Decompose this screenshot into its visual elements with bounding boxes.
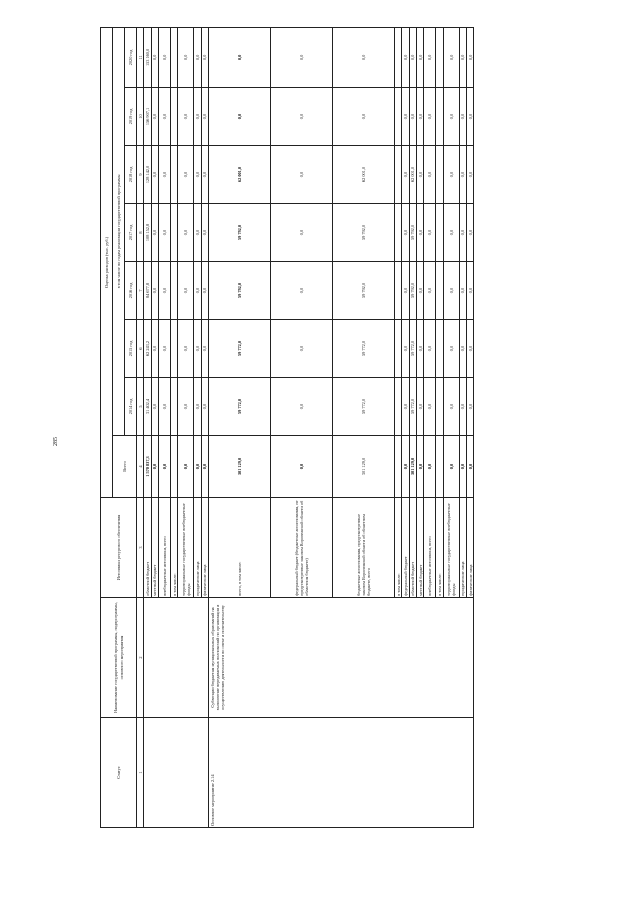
value-cell: 59 792,0 — [409, 262, 416, 320]
value-cell: 0,0 — [443, 262, 459, 320]
column-number: 10 — [137, 88, 144, 146]
value-cell — [436, 88, 443, 146]
value-cell: 0,0 — [467, 27, 474, 87]
source-label: физические лица — [467, 498, 474, 598]
name-cell — [144, 598, 209, 718]
value-cell: 0,0 — [271, 27, 333, 87]
value-cell — [395, 27, 402, 87]
value-cell: 0,0 — [417, 27, 424, 87]
column-number: 7 — [137, 262, 144, 320]
value-cell: 0,0 — [271, 146, 333, 204]
source-label: всего, в том числе: — [209, 498, 271, 598]
name-header: Наименование государственной программы, подпрограммы, основного мероприятия — [101, 598, 137, 718]
value-cell: 0,0 — [443, 436, 459, 498]
value-cell: 0,0 — [467, 436, 474, 498]
value-cell: 59 792,0 — [333, 262, 395, 320]
value-cell: 0,0 — [417, 204, 424, 262]
value-cell: 84 677,8 — [144, 262, 151, 320]
value-cell: 59 792,0 — [333, 204, 395, 262]
value-cell: 0,0 — [151, 27, 158, 87]
value-cell: 0,0 — [459, 262, 466, 320]
value-cell — [395, 378, 402, 436]
value-cell: 0,0 — [417, 88, 424, 146]
value-cell: 0,0 — [443, 146, 459, 204]
value-cell: 0,0 — [459, 378, 466, 436]
value-cell — [171, 88, 178, 146]
source-label: федеральный бюджет (бюджетные ассигнования, не предусмотренные законом Воронежской области об областном бюджете) — [271, 498, 333, 598]
value-cell: 0,0 — [194, 27, 201, 87]
year-header: 2016 год — [125, 262, 137, 320]
value-cell: 156 907,1 — [144, 88, 151, 146]
value-cell: 59 772,0 — [209, 378, 271, 436]
value-cell: 59 772,0 — [333, 320, 395, 378]
value-cell: 0,0 — [417, 146, 424, 204]
value-cell: 301 129,0 — [409, 436, 416, 498]
source-label: юридические лица — [194, 498, 201, 598]
column-number: 8 — [137, 204, 144, 262]
value-cell: 0,0 — [194, 88, 201, 146]
column-number: 9 — [137, 146, 144, 204]
value-cell: 0,0 — [151, 436, 158, 498]
value-cell: 0,0 — [443, 320, 459, 378]
value-cell: 0,0 — [424, 88, 436, 146]
source-label: местный бюджет — [417, 498, 424, 598]
value-cell — [436, 378, 443, 436]
value-cell: 59 772,0 — [333, 378, 395, 436]
value-cell — [395, 204, 402, 262]
value-cell: 0,0 — [201, 27, 208, 87]
budget-table — [100, 27, 474, 828]
value-cell — [436, 27, 443, 87]
value-cell: 0,0 — [159, 436, 171, 498]
value-cell: 0,0 — [333, 88, 395, 146]
value-cell: 0,0 — [467, 320, 474, 378]
value-cell: 0,0 — [402, 262, 409, 320]
value-cell — [171, 204, 178, 262]
source-label: бюджетные ассигнования, предусмотренные законом Воронежской области об областном бюджете, всего — [333, 498, 395, 598]
value-cell: 0,0 — [443, 204, 459, 262]
value-cell — [171, 436, 178, 498]
status-header: Статус — [101, 718, 137, 828]
value-cell: 301 129,0 — [333, 436, 395, 498]
value-cell: 0,0 — [178, 378, 194, 436]
source-label: внебюджетные источники, всего — [159, 498, 171, 598]
column-number: 5 — [137, 378, 144, 436]
value-cell — [171, 378, 178, 436]
value-cell: 301 129,0 — [209, 436, 271, 498]
value-cell: 0,0 — [178, 27, 194, 87]
value-cell: 0,0 — [402, 88, 409, 146]
year-header: 2018 год — [125, 146, 137, 204]
value-cell: 0,0 — [194, 204, 201, 262]
value-cell: 0,0 — [459, 320, 466, 378]
value-cell: 0,0 — [271, 204, 333, 262]
value-cell: 0,0 — [402, 378, 409, 436]
value-cell: 0,0 — [201, 436, 208, 498]
value-cell: 0,0 — [459, 436, 466, 498]
column-number: 11 — [137, 27, 144, 87]
value-cell: 0,0 — [271, 436, 333, 498]
source-label: федеральный бюджет — [402, 498, 409, 598]
source-label: в том числе: — [171, 498, 178, 598]
value-cell: 153 160,0 — [144, 27, 151, 87]
value-cell — [171, 27, 178, 87]
page-number: 285 — [53, 437, 59, 446]
value-cell: 0,0 — [459, 88, 466, 146]
value-cell: 0,0 — [151, 204, 158, 262]
column-number: 3 — [137, 498, 144, 598]
value-cell — [436, 436, 443, 498]
year-header: 2015 год — [125, 320, 137, 378]
year-header: 2019 год — [125, 88, 137, 146]
estimate-header: Оценка расходов (тыс. руб.) — [101, 27, 113, 497]
value-cell: 0,0 — [402, 320, 409, 378]
value-cell: 0,0 — [151, 262, 158, 320]
value-cell: 0,0 — [178, 320, 194, 378]
value-cell: 0,0 — [178, 436, 194, 498]
value-cell: 0,0 — [159, 378, 171, 436]
value-cell: 0,0 — [151, 88, 158, 146]
value-cell: 0,0 — [194, 262, 201, 320]
value-cell: 62 001,0 — [209, 146, 271, 204]
value-cell: 0,0 — [402, 436, 409, 498]
value-cell: 0,0 — [201, 146, 208, 204]
value-cell: 0,0 — [159, 204, 171, 262]
value-cell: 0,0 — [178, 146, 194, 204]
value-cell: 62 243,2 — [144, 320, 151, 378]
value-cell: 0,0 — [409, 27, 416, 87]
source-label: территориальные государственные внебюджетные фонды — [443, 498, 459, 598]
value-cell: 108 152,8 — [144, 204, 151, 262]
value-cell: 0,0 — [333, 27, 395, 87]
source-label: территориальные государственные внебюджетные фонды — [178, 498, 194, 598]
source-label: областной бюджет — [144, 498, 151, 598]
value-cell: 0,0 — [467, 204, 474, 262]
status-cell — [144, 718, 209, 828]
value-cell: 0,0 — [424, 146, 436, 204]
column-number: 6 — [137, 320, 144, 378]
value-cell: 0,0 — [443, 27, 459, 87]
value-cell: 31 402,4 — [144, 378, 151, 436]
value-cell: 59 792,0 — [209, 262, 271, 320]
value-cell: 0,0 — [459, 146, 466, 204]
value-cell: 0,0 — [417, 320, 424, 378]
value-cell: 0,0 — [271, 320, 333, 378]
value-cell: 0,0 — [424, 204, 436, 262]
name-cell: Субвенции бюджетам муниципальных образований на выполнение передаваемых полномочий по организации и осуществлению деятельности по опеке и попечительству — [209, 598, 474, 718]
value-cell — [395, 436, 402, 498]
value-cell: 0,0 — [271, 378, 333, 436]
value-cell: 0,0 — [424, 262, 436, 320]
value-cell — [171, 320, 178, 378]
value-cell — [436, 320, 443, 378]
year-header: 2020 год — [125, 27, 137, 87]
year-header: 2017 год — [125, 204, 137, 262]
value-cell: 0,0 — [271, 262, 333, 320]
value-cell: 0,0 — [178, 88, 194, 146]
value-cell: 0,0 — [424, 320, 436, 378]
value-cell: 0,0 — [459, 204, 466, 262]
value-cell: 62 001,0 — [409, 146, 416, 204]
value-cell — [436, 146, 443, 204]
column-number: 4 — [137, 436, 144, 498]
value-cell: 0,0 — [194, 146, 201, 204]
value-cell: 0,0 — [443, 88, 459, 146]
value-cell: 0,0 — [201, 204, 208, 262]
value-cell: 0,0 — [201, 320, 208, 378]
value-cell: 0,0 — [151, 146, 158, 204]
value-cell: 0,0 — [209, 88, 271, 146]
source-label: в том числе: — [395, 498, 402, 598]
value-cell: 0,0 — [178, 262, 194, 320]
value-cell: 0,0 — [201, 88, 208, 146]
total-header: Всего — [113, 436, 137, 498]
value-cell — [395, 146, 402, 204]
source-label: в том числе: — [436, 498, 443, 598]
value-cell: 0,0 — [467, 262, 474, 320]
years-group-header: в том числе по годам реализации государственной программы — [113, 27, 125, 435]
column-number: 2 — [137, 598, 144, 718]
table-row — [209, 27, 271, 827]
value-cell: 0,0 — [409, 88, 416, 146]
value-cell: 0,0 — [424, 378, 436, 436]
value-cell: 0,0 — [151, 320, 158, 378]
value-cell: 0,0 — [443, 378, 459, 436]
value-cell — [436, 204, 443, 262]
value-cell: 0,0 — [467, 146, 474, 204]
value-cell: 0,0 — [417, 436, 424, 498]
value-cell — [171, 146, 178, 204]
value-cell: 0,0 — [194, 436, 201, 498]
value-cell: 62 001,0 — [333, 146, 395, 204]
value-cell — [436, 262, 443, 320]
value-cell: 128 142,0 — [144, 146, 151, 204]
source-label: физические лица — [201, 498, 208, 598]
value-cell: 0,0 — [194, 320, 201, 378]
value-cell — [171, 262, 178, 320]
value-cell: 59 772,0 — [409, 320, 416, 378]
value-cell: 0,0 — [402, 204, 409, 262]
value-cell: 59 772,0 — [409, 378, 416, 436]
value-cell: 0,0 — [424, 436, 436, 498]
column-number: 1 — [137, 718, 144, 828]
value-cell: 0,0 — [417, 262, 424, 320]
value-cell: 0,0 — [151, 378, 158, 436]
value-cell: 0,0 — [159, 27, 171, 87]
value-cell: 0,0 — [159, 262, 171, 320]
rotated-table-sheet — [100, 28, 576, 828]
value-cell: 0,0 — [402, 146, 409, 204]
value-cell: 0,0 — [271, 88, 333, 146]
source-label: местный бюджет — [151, 498, 158, 598]
value-cell: 1 570 837,3 — [144, 436, 151, 498]
sources-header: Источники ресурсного обеспечения — [101, 498, 137, 598]
value-cell: 0,0 — [201, 262, 208, 320]
value-cell — [395, 320, 402, 378]
source-label: юридические лица — [459, 498, 466, 598]
value-cell: 0,0 — [159, 146, 171, 204]
value-cell — [395, 262, 402, 320]
value-cell: 0,0 — [159, 320, 171, 378]
source-label: областной бюджет — [409, 498, 416, 598]
value-cell — [395, 88, 402, 146]
value-cell: 0,0 — [209, 27, 271, 87]
year-header: 2014 год — [125, 378, 137, 436]
table-rotation-frame — [100, 28, 576, 828]
value-cell: 0,0 — [459, 27, 466, 87]
value-cell: 0,0 — [194, 378, 201, 436]
value-cell: 59 792,0 — [409, 204, 416, 262]
value-cell: 59 792,0 — [209, 204, 271, 262]
value-cell: 0,0 — [201, 378, 208, 436]
status-cell: Основное мероприятие 2.14 — [209, 718, 474, 828]
value-cell: 0,0 — [417, 378, 424, 436]
table-row — [144, 27, 151, 827]
value-cell: 59 772,0 — [209, 320, 271, 378]
value-cell: 0,0 — [424, 27, 436, 87]
value-cell: 0,0 — [402, 27, 409, 87]
value-cell: 0,0 — [178, 204, 194, 262]
value-cell: 0,0 — [467, 378, 474, 436]
value-cell: 0,0 — [159, 88, 171, 146]
source-label: внебюджетные источники, всего — [424, 498, 436, 598]
value-cell: 0,0 — [467, 88, 474, 146]
